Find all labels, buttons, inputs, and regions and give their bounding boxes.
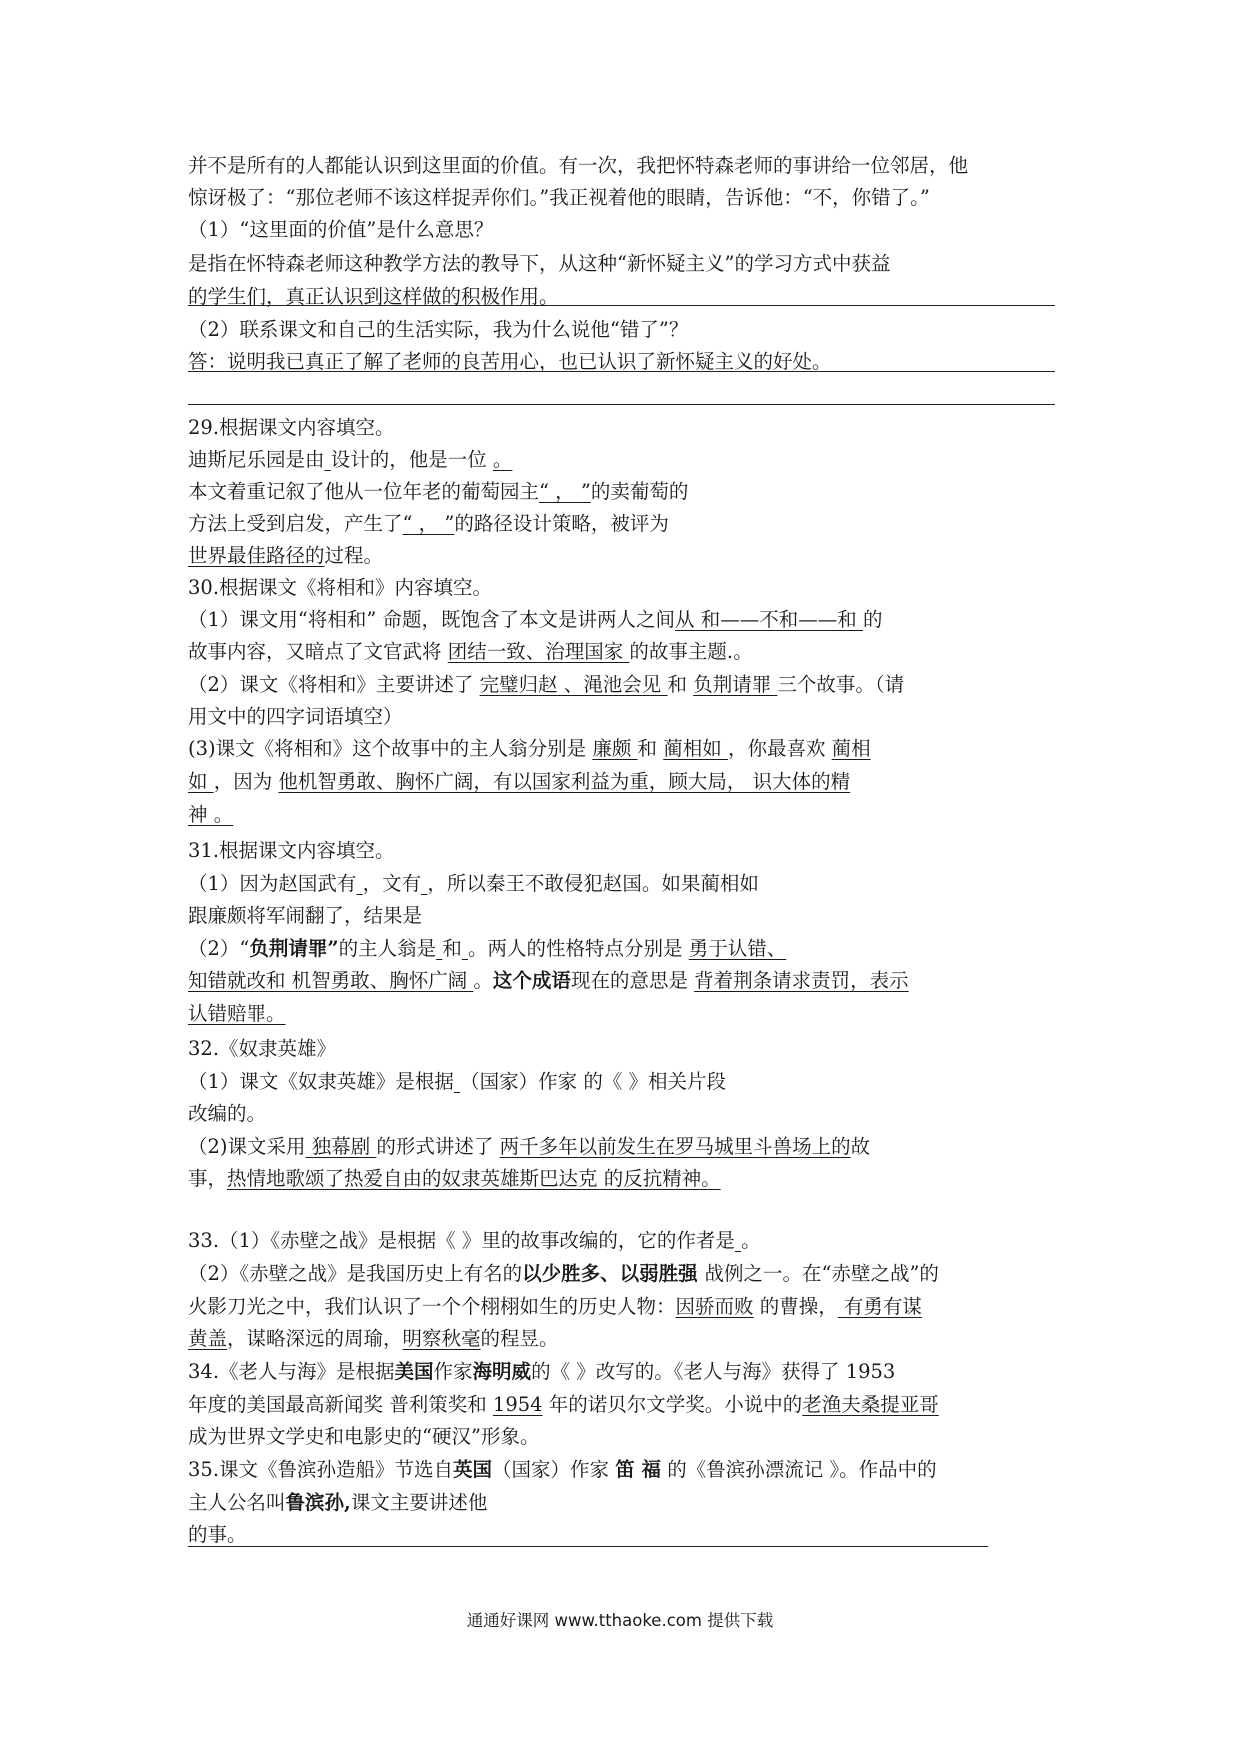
text-run: (3)课文《将相和》这个故事中的主人翁分别是 — [188, 737, 593, 760]
underlined-text: 热情地歌颂了热爱自由的奴隶英雄斯巴达克 的反抗精神。 — [227, 1167, 721, 1190]
underlined-text: 独幕剧 — [305, 1135, 377, 1158]
underlined-text: 蔺相如 — [663, 737, 728, 760]
text-run: ，你最喜欢 — [727, 737, 832, 760]
text-line — [188, 900, 422, 932]
text-line — [188, 1291, 922, 1323]
text-line — [188, 1356, 895, 1388]
text-line — [188, 1454, 937, 1486]
underlined-text: 团结一致、治理国家 — [447, 640, 630, 663]
text-run: 。 — [741, 1229, 761, 1252]
text-line — [188, 766, 850, 798]
section-divider-line — [188, 404, 1055, 405]
text-line — [188, 476, 688, 508]
text-run: 年的诺贝尔文学奖。小说中的 — [542, 1393, 803, 1416]
text-line — [188, 214, 493, 246]
text-line — [188, 248, 890, 280]
text-run: 和 — [442, 937, 462, 960]
text-run: 跟廉颇将军闹翻了，结果是 — [188, 904, 423, 927]
text-run: 的《 》改写的。《老人与海》获得了 1953 — [531, 1360, 896, 1383]
text-line — [188, 1033, 336, 1065]
text-run: （国家）作家 — [492, 1458, 616, 1481]
text-run: 的事。 — [188, 1523, 247, 1546]
text-line — [188, 1098, 266, 1130]
text-run: 迪斯尼乐园是由 — [188, 448, 325, 471]
bold-text: 海明威 — [472, 1360, 532, 1383]
underlined-text: 蔺相 — [831, 737, 871, 760]
text-run: 作家 — [433, 1360, 473, 1383]
text-run: 的路径设计策略，被评为 — [454, 512, 669, 535]
text-run: 33.（1）《赤壁之战》是根据《 》里的故事改编的，它的作者是 — [188, 1229, 735, 1252]
text-run: 的《 》相关片段 — [583, 1070, 727, 1093]
text-line — [188, 733, 871, 765]
text-run: ，因为 — [213, 770, 279, 793]
answer-underline — [188, 371, 1055, 372]
bold-text: 笛 福 — [615, 1458, 662, 1481]
underlined-text: “ ， ” — [402, 512, 455, 535]
text-run: 的主人翁是 — [338, 937, 437, 960]
text-line — [188, 572, 492, 604]
text-line — [188, 281, 559, 313]
text-run: （2）“ — [188, 937, 250, 960]
text-run: （1）因为赵国武有 — [188, 872, 357, 895]
text-run: （2)课文采用 — [188, 1135, 306, 1158]
text-run: 年度的美国最高新闻奖 普利策奖和 — [188, 1393, 493, 1416]
text-run: （2）联系课文和自己的生活实际，我为什么说他“错了”？ — [188, 318, 689, 341]
text-run: （1）“这里面的价值”是什么意思？ — [188, 218, 494, 241]
text-run: 29.根据课文内容填空。 — [188, 416, 395, 439]
text-line — [188, 1389, 939, 1421]
underlined-text: 如 — [188, 770, 214, 793]
underlined-text: 因骄而败 — [675, 1295, 754, 1318]
text-run: 的学生们，真正认识到这样做的积极作用。 — [188, 285, 559, 308]
text-run: 的形式讲述了 — [376, 1135, 500, 1158]
bold-text: 以少胜多、以弱胜强 — [522, 1262, 705, 1285]
underlined-text: 从 和——不和——和 — [675, 608, 863, 631]
text-run: 的故事主题.。 — [629, 640, 753, 663]
text-run: 32.《奴隶英雄》 — [188, 1037, 337, 1060]
text-run: 事， — [188, 1167, 228, 1190]
text-run: 改编的。 — [188, 1102, 267, 1125]
text-line — [188, 540, 383, 572]
underlined-text: 1954 — [492, 1393, 543, 1416]
text-line — [188, 346, 832, 378]
underlined-text: 背着荆条请求责罚，表示 — [694, 969, 909, 992]
text-run: 方法上受到启发，产生了 — [188, 512, 403, 535]
text-run: 课文主要讲述他 — [350, 1491, 488, 1514]
bold-text: 鲁滨孙, — [285, 1491, 351, 1514]
answer-underline — [188, 1546, 988, 1547]
text-run: 本文着重记叙了他从一位年老的葡萄园主 — [188, 480, 540, 503]
text-run: （2）《赤壁之战》是我国历史上有名的 — [188, 1262, 523, 1285]
text-run: （2）课文《将相和》主要讲述了 — [188, 673, 480, 696]
text-line — [188, 444, 512, 476]
text-run: 并不是所有的人都能认识到这里面的价值。有一次，我把怀特森老师的事讲给一位邻居，他 — [188, 154, 969, 177]
text-run: （国家）作家 — [460, 1070, 584, 1093]
text-run: 和 — [637, 737, 664, 760]
text-line — [188, 1131, 870, 1163]
page-footer: 通通好课网 www.tthaoke.com 提供下载 — [466, 1611, 774, 1630]
text-line — [188, 998, 286, 1030]
text-line — [188, 314, 688, 346]
text-run: 用文中的四字词语填空） — [188, 705, 403, 728]
text-line — [188, 868, 759, 900]
underlined-text: 世界最佳路径的 — [188, 544, 325, 567]
text-line — [188, 182, 930, 214]
text-run: 34.《老人与海》是根据 — [188, 1360, 395, 1383]
bold-text: 英国 — [453, 1458, 493, 1481]
text-run: ，文有 — [362, 872, 422, 895]
bold-text: 这个成语 — [492, 969, 571, 992]
underlined-text: 两千多年以前发生在罗马城里斗兽场上的 — [499, 1135, 851, 1158]
underlined-text: 知错就改和 机智勇敢、胸怀广阔 — [188, 969, 474, 992]
underlined-text: 有勇有谋 — [837, 1295, 922, 1318]
bold-text: 负荆请罪” — [249, 937, 339, 960]
text-line — [188, 508, 669, 540]
text-run: 设计的，他是一位 — [330, 448, 493, 471]
text-line — [188, 701, 403, 733]
text-line — [188, 1258, 939, 1290]
text-run: 的程昱。 — [480, 1327, 559, 1350]
text-line — [188, 1323, 559, 1355]
answer-underline — [188, 305, 1055, 306]
text-run: （1）课文《奴隶英雄》是根据 — [188, 1070, 454, 1093]
text-run: 。两人的性格特点分别是 — [468, 937, 689, 960]
text-run: ，谋略深远的周瑜， — [227, 1327, 403, 1350]
text-run: 的 — [862, 608, 883, 631]
text-run: 。 — [473, 969, 493, 992]
text-run: 是指在怀特森老师这种教学方法的教导下，从这种“新怀疑主义”的学习方式中获益 — [188, 252, 891, 275]
text-run: 过程。 — [324, 544, 384, 567]
text-line — [188, 636, 753, 668]
text-run: 35.课文《鲁滨孙造船》节选自 — [188, 1458, 454, 1481]
text-run: （1）课文用“将相和” 命题，既饱含了本文是讲两人之间 — [188, 608, 676, 631]
underlined-text: “ ， ” — [539, 480, 591, 503]
text-run: 和 — [667, 673, 694, 696]
underlined-text: 神 。 — [188, 803, 234, 826]
text-run: 的《鲁滨孙漂流记 》。作品中的 — [661, 1458, 937, 1481]
text-run: 现在的意思是 — [570, 969, 695, 992]
text-line — [188, 965, 909, 997]
text-run: 战例之一。在“赤壁之战”的 — [704, 1262, 939, 1285]
text-run: 31.根据课文内容填空。 — [188, 839, 395, 862]
text-line — [188, 150, 968, 182]
text-run: 30.根据课文《将相和》内容填空。 — [188, 576, 493, 599]
text-line — [188, 1487, 487, 1519]
text-line — [188, 835, 395, 867]
text-run: 三个故事。（请 — [777, 673, 905, 696]
underlined-text: 认错赔罪。 — [188, 1002, 286, 1025]
text-run: 火影刀光之中，我们认识了一个个栩栩如生的历史人物： — [188, 1295, 676, 1318]
text-line — [188, 1066, 726, 1098]
text-line — [188, 412, 395, 444]
text-run: 故 — [850, 1135, 871, 1158]
underlined-text: 负荆请罪 — [693, 673, 778, 696]
underlined-text: 完璧归赵 、渑池会见 — [479, 673, 668, 696]
text-line — [188, 1163, 721, 1195]
text-run: 成为世界文学史和电影史的“硬汉”形象。 — [188, 1425, 540, 1448]
text-run: 主人公名叫 — [188, 1491, 286, 1514]
text-run: ，所以秦王不敢侵犯赵国。如果蔺相如 — [427, 872, 759, 895]
underlined-text: 黄盖 — [188, 1327, 228, 1350]
underlined-text: 明察秋毫 — [402, 1327, 481, 1350]
underlined-text: 。 — [492, 448, 513, 471]
text-run: 的曹操， — [753, 1295, 838, 1318]
underlined-text: 他机智勇敢、胸怀广阔，有以国家利益为重，顾大局， 识大体的精 — [278, 770, 851, 793]
bold-text: 美国 — [394, 1360, 434, 1383]
text-line — [188, 799, 233, 831]
text-line — [188, 1421, 539, 1453]
text-line — [188, 604, 882, 636]
underlined-text: 廉颇 — [592, 737, 638, 760]
text-line — [188, 933, 786, 965]
underlined-text: 老渔夫桑提亚哥 — [802, 1393, 939, 1416]
text-run: 惊讶极了：“那位老师不该这样捉弄你们。”我正视着他的眼睛，告诉他：“不，你错了。” — [188, 186, 930, 209]
text-line — [188, 669, 904, 701]
underlined-text: 勇于认错、 — [688, 937, 787, 960]
text-run: 的卖葡萄的 — [590, 480, 689, 503]
text-run: 答：说明我已真正了解了老师的良苦用心，也已认识了新怀疑主义的好处。 — [188, 350, 832, 373]
text-run: 故事内容，又暗点了文官武将 — [188, 640, 448, 663]
text-line — [188, 1225, 761, 1257]
